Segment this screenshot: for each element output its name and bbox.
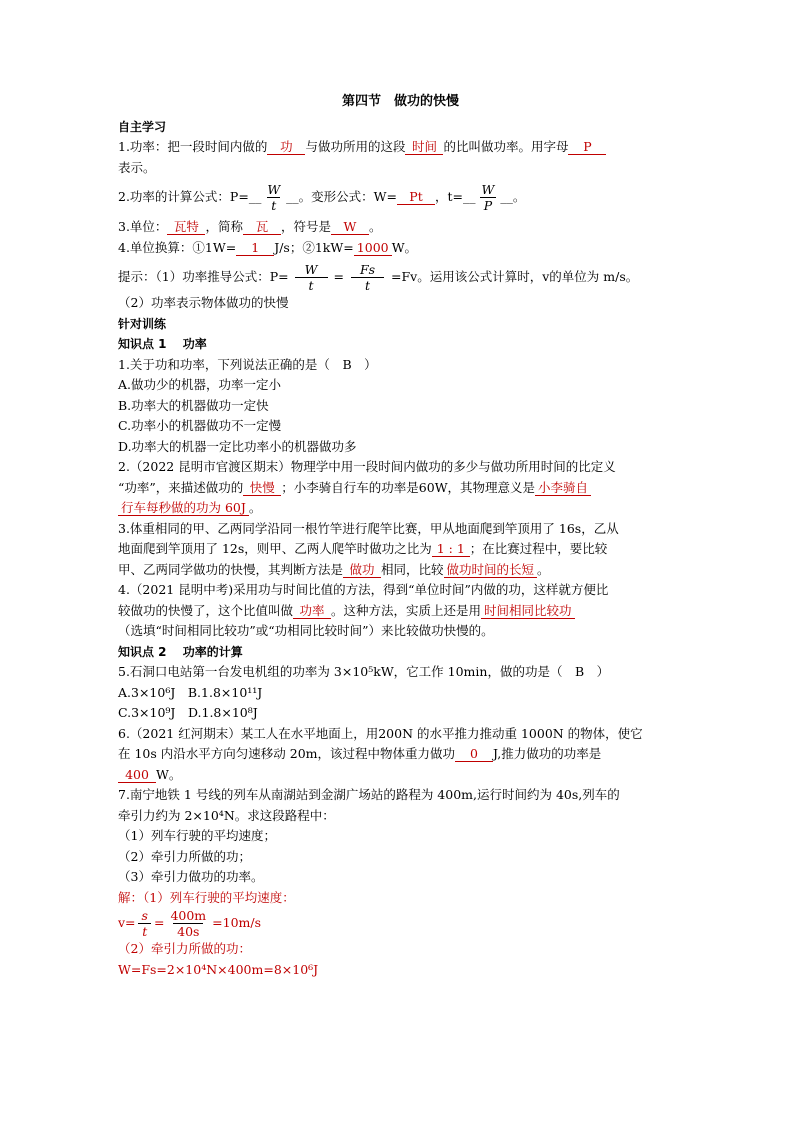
page-title: 第四节 做功的快慢 bbox=[341, 94, 459, 109]
text: 。 bbox=[248, 500, 262, 515]
text: ；在比赛过程中，要比较 bbox=[469, 541, 608, 556]
answer-blank: 0 bbox=[455, 746, 493, 762]
option: A.做功少的机器，功率一定小 bbox=[118, 377, 282, 392]
text: 与做功所用的这段 bbox=[305, 139, 406, 154]
denominator: t bbox=[267, 197, 280, 213]
sub-question: （2）牵引力所做的功； bbox=[118, 848, 251, 864]
denominator: 40s bbox=[173, 923, 203, 939]
text: 4.单位换算：①1W= bbox=[118, 239, 237, 255]
text: =10m/s bbox=[212, 915, 262, 930]
question-4 bbox=[118, 238, 683, 259]
text: 。这种方法，实质上还是用 bbox=[331, 602, 482, 618]
numerator: W bbox=[481, 182, 495, 197]
answer-blank: 瓦特 bbox=[167, 219, 205, 235]
answer-blank: 时间 bbox=[405, 139, 443, 155]
section-heading: 针对训练 bbox=[118, 316, 167, 331]
answer-blank: 1 bbox=[236, 240, 274, 256]
answer-blank: W bbox=[331, 219, 369, 235]
fraction bbox=[263, 182, 284, 213]
text: “功率”，来描述做功的 bbox=[118, 479, 244, 495]
text: 3.单位： bbox=[118, 219, 168, 234]
text: ） bbox=[584, 664, 610, 679]
text: J,推力做功的功率是 bbox=[493, 746, 602, 761]
text: 3.体重相同的甲、乙两同学沿同一根竹竿进行爬竿比赛，甲从地面爬到竿顶用了 16s，乙从 bbox=[118, 520, 619, 536]
sub-question: （1）列车行驶的平均速度； bbox=[118, 828, 276, 843]
text: ，简称 bbox=[205, 219, 243, 234]
text: ，t= bbox=[435, 189, 463, 204]
text: ，符号是 bbox=[280, 219, 331, 234]
answer-blank: 行车每秒做的功为 60J bbox=[118, 500, 249, 516]
text: 2.功率的计算公式：P= bbox=[118, 189, 249, 204]
text: 相同，比较 bbox=[381, 561, 444, 577]
answer-blank: 小李骑自 bbox=[535, 480, 591, 496]
answer-blank: 1 : 1 bbox=[432, 541, 470, 557]
answer-blank: 快慢 bbox=[243, 480, 281, 496]
text: v= bbox=[118, 915, 136, 930]
denominator: t bbox=[295, 277, 328, 293]
denominator: t bbox=[138, 923, 151, 939]
numerator: Fs bbox=[359, 262, 376, 277]
text: 提示：（1）功率推导公式：P= bbox=[118, 269, 289, 284]
denominator: P bbox=[480, 197, 496, 213]
solution-line: W=Fs=2×10⁴N×400m=8×10⁶J bbox=[118, 961, 319, 977]
fraction bbox=[346, 262, 389, 293]
text: 。 bbox=[537, 561, 550, 577]
exercise-1 bbox=[118, 355, 683, 376]
section-heading: 自主学习 bbox=[118, 119, 167, 134]
option: A.3×10⁶J B.1.8×10¹¹J bbox=[118, 684, 263, 700]
text: 的比叫做功率。用字母 bbox=[443, 139, 569, 154]
text: 地面爬到竿顶用了 12s，则甲、乙两人爬竿时做功之比为 bbox=[118, 541, 432, 556]
text: 。 bbox=[368, 219, 382, 234]
answer-blank: 时间相同比较功 bbox=[481, 603, 575, 619]
text: 较做功的快慢了，这个比值叫做 bbox=[118, 602, 294, 618]
tip-2: （2）功率表示物体做功的快慢 bbox=[118, 295, 289, 310]
solution-formula bbox=[118, 908, 683, 939]
answer-blank: 功率 bbox=[293, 603, 331, 619]
answer-blank: Pt bbox=[397, 189, 435, 205]
text: 。变形公式：W= bbox=[298, 189, 397, 204]
exercise-4 bbox=[118, 580, 683, 642]
text: J/s；②1kW= bbox=[274, 239, 354, 255]
text: 甲、乙两同学做功的快慢，其判断方法是 bbox=[118, 561, 344, 577]
answer-blank: P bbox=[568, 139, 606, 155]
solution-line: （2）牵引力所做的功： bbox=[118, 941, 251, 956]
worksheet bbox=[118, 92, 683, 980]
sub-question: （3）牵引力做功的功率。 bbox=[118, 869, 264, 884]
fraction bbox=[478, 182, 499, 213]
tip bbox=[118, 262, 683, 293]
answer-blank: 做功 bbox=[343, 562, 381, 578]
numerator: W bbox=[304, 262, 318, 277]
fraction bbox=[166, 908, 210, 939]
question-3 bbox=[118, 217, 683, 238]
text: =Fv。运用该公式计算时，v的单位为 m/s。 bbox=[391, 269, 639, 284]
text: W。 bbox=[391, 239, 418, 255]
exercise-6 bbox=[118, 724, 683, 786]
text: 6.（2021 红河期末）某工人在水平地面上，用200N 的水平推力推动重 1000N 的物体，使它 bbox=[118, 725, 643, 741]
answer: B bbox=[574, 664, 585, 679]
fraction bbox=[291, 262, 332, 293]
answer-blank: 做功时间的长短 bbox=[444, 562, 538, 578]
text: 7.南宁地铁 1 号线的列车从南湖站到金湖广场站的路程为 400m,运行时间约为 40s,列车的 bbox=[118, 787, 620, 802]
answer: B bbox=[342, 356, 352, 372]
exercise-5 bbox=[118, 662, 683, 683]
text: ；小李骑自行车的功率是60W，其物理意义是 bbox=[281, 479, 536, 495]
option: B.功率大的机器做功一定快 bbox=[118, 397, 269, 413]
text: 。 bbox=[512, 189, 526, 204]
text: 在 10s 内沿水平方向匀速移动 20m，该过程中物体重力做功 bbox=[118, 746, 456, 761]
numerator: W bbox=[267, 182, 281, 197]
equals-sign: = bbox=[333, 269, 344, 284]
answer-blank: 1000 bbox=[354, 240, 392, 256]
numerator: s bbox=[141, 908, 148, 923]
exercise-3 bbox=[118, 519, 683, 581]
text: W。 bbox=[156, 766, 182, 782]
text: 1.功率：把一段时间内做的 bbox=[118, 139, 268, 154]
option: C.3×10⁹J D.1.8×10⁸J bbox=[118, 705, 258, 720]
text: 4.（2021 昆明中考)采用功与时间比值的方法，得到“单位时间”内做的功，这样就方便比 bbox=[118, 582, 609, 597]
text: 2.（2022 昆明市官渡区期末）物理学中用一段时间内做功的多少与做功所用时间的比定义 bbox=[118, 459, 616, 474]
knowledge-point-heading: 知识点 1 功率 bbox=[118, 337, 207, 351]
answer-blank: 400 bbox=[118, 767, 156, 783]
exercise-2 bbox=[118, 457, 683, 519]
option: D.功率大的机器一定比功率小的机器做功多 bbox=[118, 438, 357, 454]
numerator: 400m bbox=[170, 908, 207, 923]
text: 1.关于功和功率，下列说法正确的是（ bbox=[118, 356, 343, 372]
exercise-7 bbox=[118, 785, 683, 826]
answer-blank: 功 bbox=[267, 139, 305, 155]
answer-blank: 瓦 bbox=[243, 219, 281, 235]
text: 表示。 bbox=[118, 159, 156, 175]
text: 牵引力约为 2×10⁴N。求这段路程中： bbox=[118, 807, 335, 823]
equals-sign: = bbox=[153, 915, 165, 930]
question-2: 2.功率的计算公式：P=__ $\frac{W}{t}$ __。变形公式：W= Pt ，t=__ $\frac{W}{P}$ __。 bbox=[118, 182, 526, 213]
question-1 bbox=[118, 137, 683, 178]
knowledge-point-heading: 知识点 2 功率的计算 bbox=[118, 644, 243, 659]
option: C.功率小的机器做功不一定慢 bbox=[118, 418, 282, 433]
text: ） bbox=[351, 356, 377, 372]
denominator: t bbox=[351, 277, 384, 293]
text: （选填“时间相同比较功”或“功相同比较时间”）来比较做功快慢的。 bbox=[118, 623, 494, 638]
fraction bbox=[138, 908, 152, 939]
solution-line: 解：（1）列车行驶的平均速度： bbox=[118, 889, 295, 905]
text: 5.石洞口电站第一台发电机组的功率为 3×10⁵kW，它工作 10min，做的功是（ bbox=[118, 664, 575, 679]
